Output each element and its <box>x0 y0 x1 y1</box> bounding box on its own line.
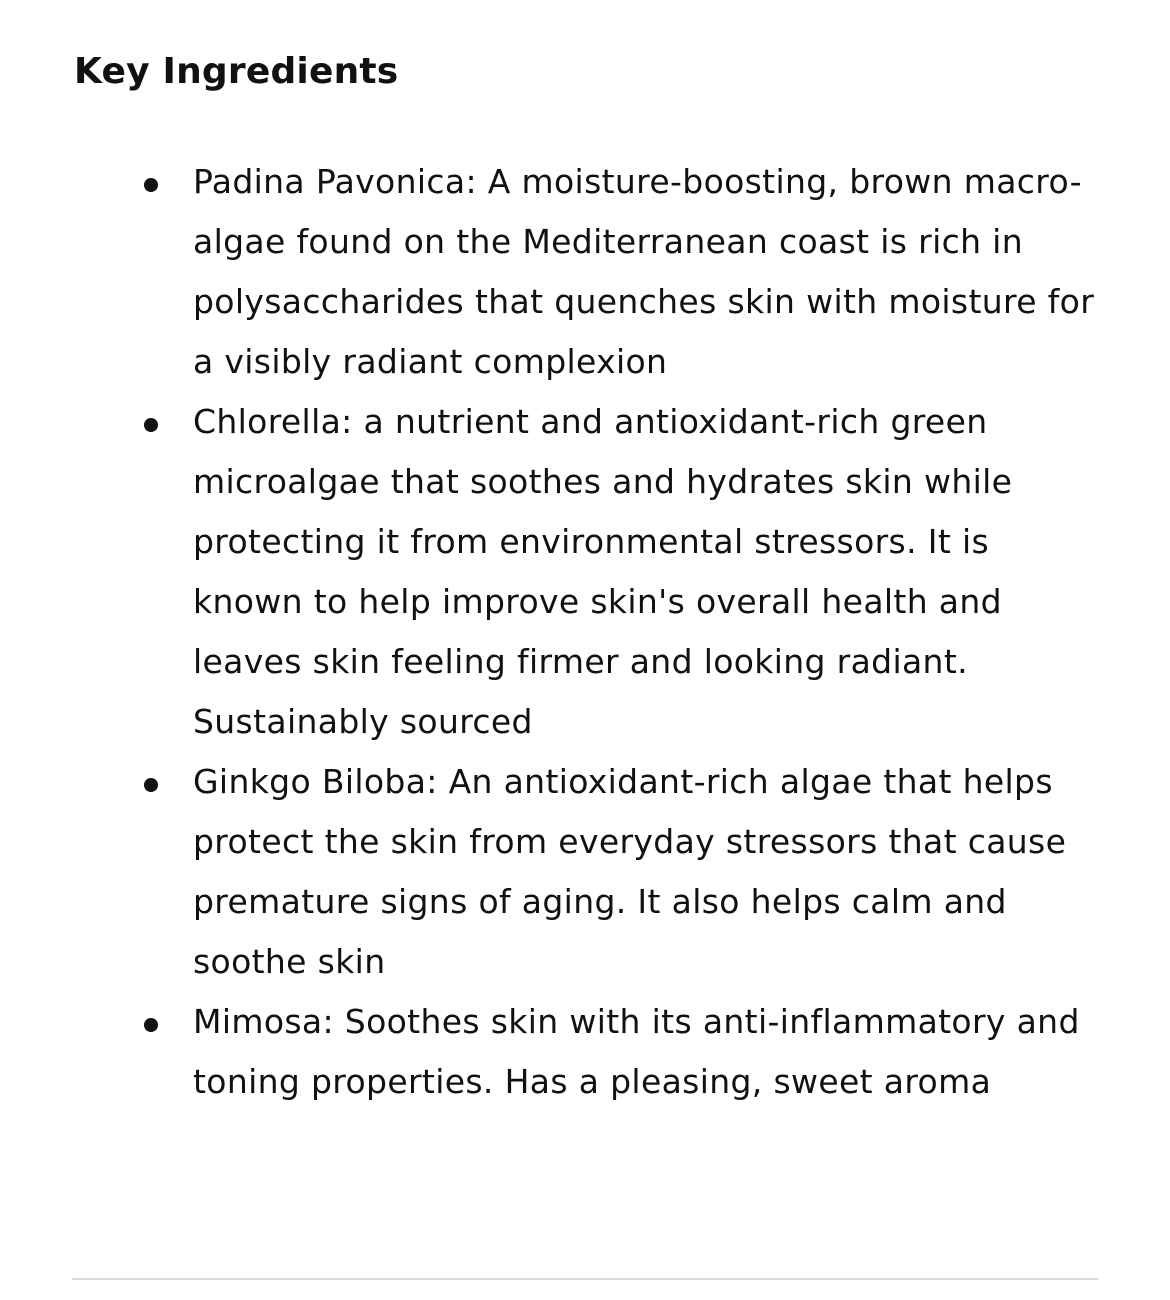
bullet-icon <box>144 1018 158 1032</box>
ingredient-description: Chlorella: a nutrient and antioxidant-rich green microalgae that soothes and hydrates skin while protecting it from environmental stressors. It is known to help improve skin's overall health and leaves skin feeling firmer and looking radiant. Sustainably sourced <box>193 402 1013 741</box>
ingredient-description: Ginkgo Biloba: An antioxidant-rich algae that helps protect the skin from everyday stressors that cause premature signs of aging. It also helps calm and soothe skin <box>193 762 1067 981</box>
bullet-icon <box>144 178 158 192</box>
bullet-icon <box>144 418 158 432</box>
ingredient-item-mimosa <box>0 992 1103 1112</box>
ingredient-description: Padina Pavonica: A moisture-boosting, brown macro-algae found on the Mediterranean coast is rich in polysaccharides that quenches skin with moisture for a visibly radiant complexion <box>193 162 1095 381</box>
ingredient-description: Mimosa: Soothes skin with its anti-inflammatory and toning properties. Has a pleasing, sweet aroma <box>193 1002 1080 1101</box>
section-divider <box>72 1278 1098 1280</box>
ingredient-list <box>0 152 1170 1112</box>
section-title: Key Ingredients <box>74 51 399 92</box>
ingredient-item-ginkgo-biloba <box>0 752 1103 992</box>
bullet-icon <box>144 778 158 792</box>
ingredient-item-chlorella <box>0 392 1103 752</box>
ingredient-item-padina-pavonica <box>0 152 1103 392</box>
